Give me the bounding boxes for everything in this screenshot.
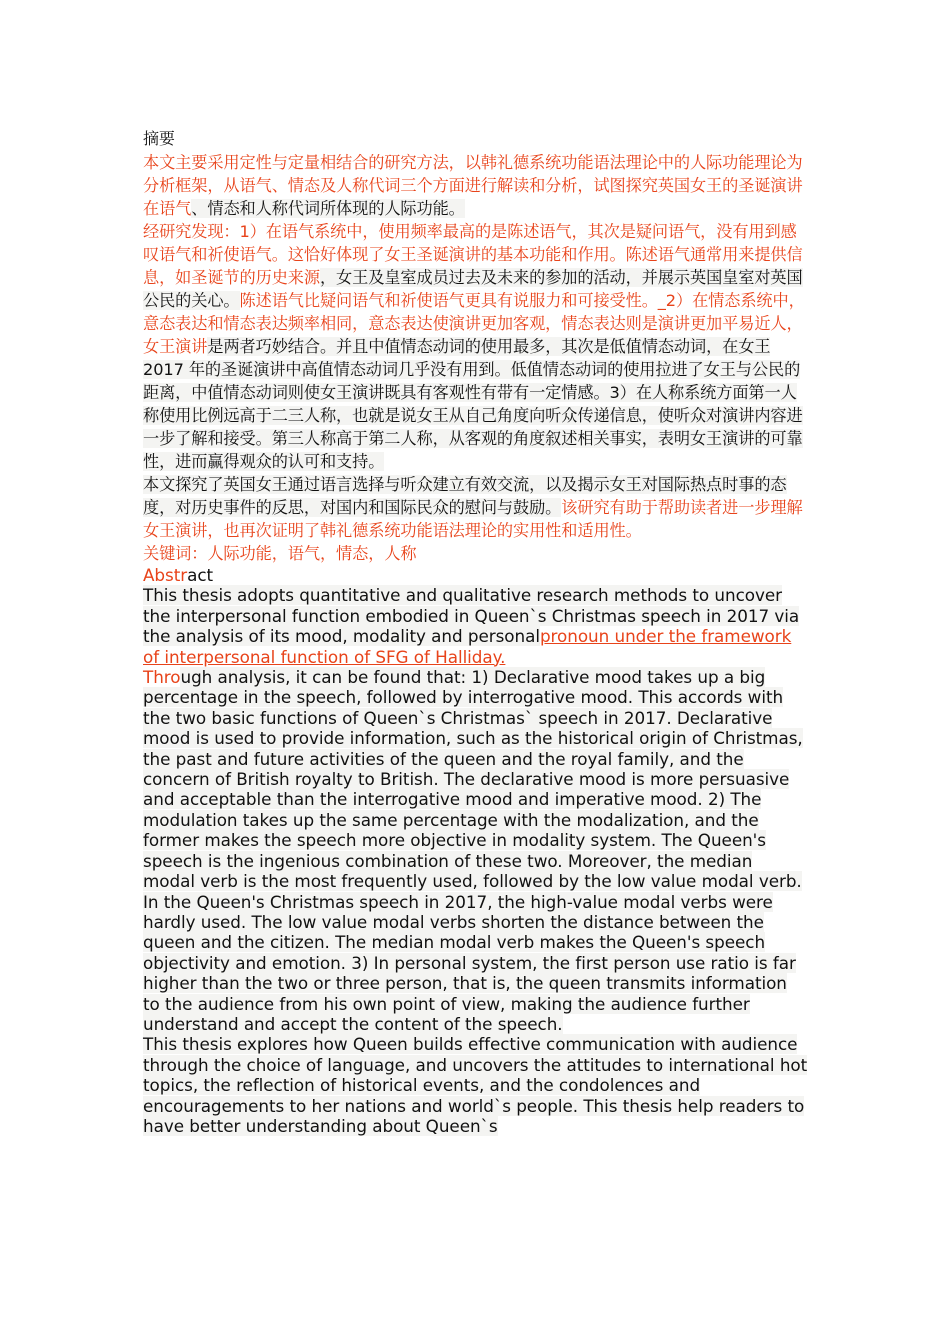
english-abstract-title: [143, 565, 808, 585]
english-p2-highlighted-text: Thro: [143, 667, 181, 688]
chinese-abstract-paragraph-2: [143, 220, 808, 473]
chinese-p1-text: 、情态和人称代词所体现的人际功能。: [191, 199, 465, 218]
chinese-keywords: 关键词：人际功能，语气，情态，人称: [143, 544, 417, 563]
chinese-abstract-title: 摘要: [143, 129, 175, 148]
chinese-p1-highlighted-text: 本文主要采用定性与定量相结合的研究方法，以韩礼德系统功能语法理论中的人际功能理论为分析框架，从语气、情态及人称代词三个方面进行解读和分析，试图探究英国女王的圣诞演讲在语气: [143, 153, 803, 218]
document-page: [143, 128, 808, 1136]
chinese-abstract-paragraph-3: [143, 473, 808, 542]
english-abstract-paragraph-1: [143, 585, 808, 667]
chinese-abstract-paragraph-1: [143, 151, 808, 220]
chinese-p2-text-2: 是两者巧妙结合。并且中值情态动词的使用最多，其次是低值情态动词，在女王 2017 年的圣诞演讲中高值情态动词几乎没有用到。低值情态动词的使用拉进了女王与公民的距离，中值情态动词则使女王演讲既具有客观性有带有一定情感。3）在人称系统方面第一人称使用比例远高于二三人称，也就是说女王从自己角度向听众传递信息，使听众对演讲内容进一步了解和接受。第三人称高于第二人称，从客观的角度叙述相关事实，表明女王演讲的可靠性，进而赢得观众的认可和支持。: [143, 337, 803, 471]
english-title-rest: act: [187, 565, 214, 585]
english-abstract-paragraph-2: [143, 667, 808, 1034]
english-title-highlighted: Abstr: [143, 565, 188, 585]
english-abstract-paragraph-3: [143, 1034, 808, 1136]
chinese-p2-highlighted-text-1: 经研究发现：1）在语气系统中，使用频率最高的是陈述语气，其次是疑问语气，没有用到感叹语气和祈使语气。这恰好体现了女王圣诞演讲的基本功能和作用。陈述语气通常用来提供信息，如圣诞节的历史来源: [143, 222, 803, 287]
english-p3-text: This thesis explores how Queen builds effective communication with audience through the choice of language, and uncovers the attitudes to international hot topics, the reflection of historical events, and the condolences and encouragements to her nations and world`s people. This thesis help readers to have better understanding about Queen`s: [143, 1034, 808, 1136]
chinese-p2-highlighted-text-2: 陈述语气比疑问语气和祈使语气更具有说服力和可接受性。_2）在情态系统中，意态表达和情态表达频率相同，意态表达使演讲更加客观，情态表达则是演讲更加平易近人，女王演讲: [143, 291, 805, 356]
english-p2-text: ugh analysis, it can be found that: 1) Declarative mood takes up a big percentage in the speech, followed by interrogative mood. This accords with the two basic functions of Queen`s Christmas` speech in 2017. Declarative mood is used to provide information, such as the historical origin of Christmas, the past and future activities of the queen and the royal family, and the concern of British royalty to British. The declarative mood is more persuasive and acceptable than the interrogative mood and imperative mood. 2) The modulation takes up the same percentage with the modalization, and the former makes the speech more objective in modality system. The Queen's speech is the ingenious combination of these two. Moreover, the median modal verb is the most frequently used, followed by the low value modal verb. In the Queen's Christmas speech in 2017, the high-value modal verbs were hardly used. The low value modal verbs shorten the distance between the queen and the citizen. The median modal verb makes the Queen's speech objectivity and emotion. 3) In personal system, the first person use ratio is far higher than the two or three person, that is, the queen transmits information to the audience from his own point of view, making the audience further understand and accept the content of the speech.: [143, 667, 803, 1034]
chinese-p2-text-1: ，女王及皇室成员过去及未来的参加的活动，并展示英国皇室对英国公民的关心。: [143, 268, 803, 310]
chinese-p3-highlighted-text: 该研究有助于帮助读者进一步理解女王演讲，也再次证明了韩礼德系统功能语法理论的实用性和适用性。: [143, 498, 803, 540]
english-p1-highlighted-text: pronoun under the framework of interpersonal function of SFG of Halliday.: [143, 626, 792, 667]
chinese-p3-text: 本文探究了英国女王通过语言选择与听众建立有效交流，以及揭示女王对国际热点时事的态度，对历史事件的反思，对国内和国际民众的慰问与鼓励。: [143, 475, 787, 517]
english-p1-text: This thesis adopts quantitative and qualitative research methods to uncover the interpersonal function embodied in Queen`s Christmas speech in 2017 via the analysis of its mood, modality and personal: [143, 585, 800, 647]
